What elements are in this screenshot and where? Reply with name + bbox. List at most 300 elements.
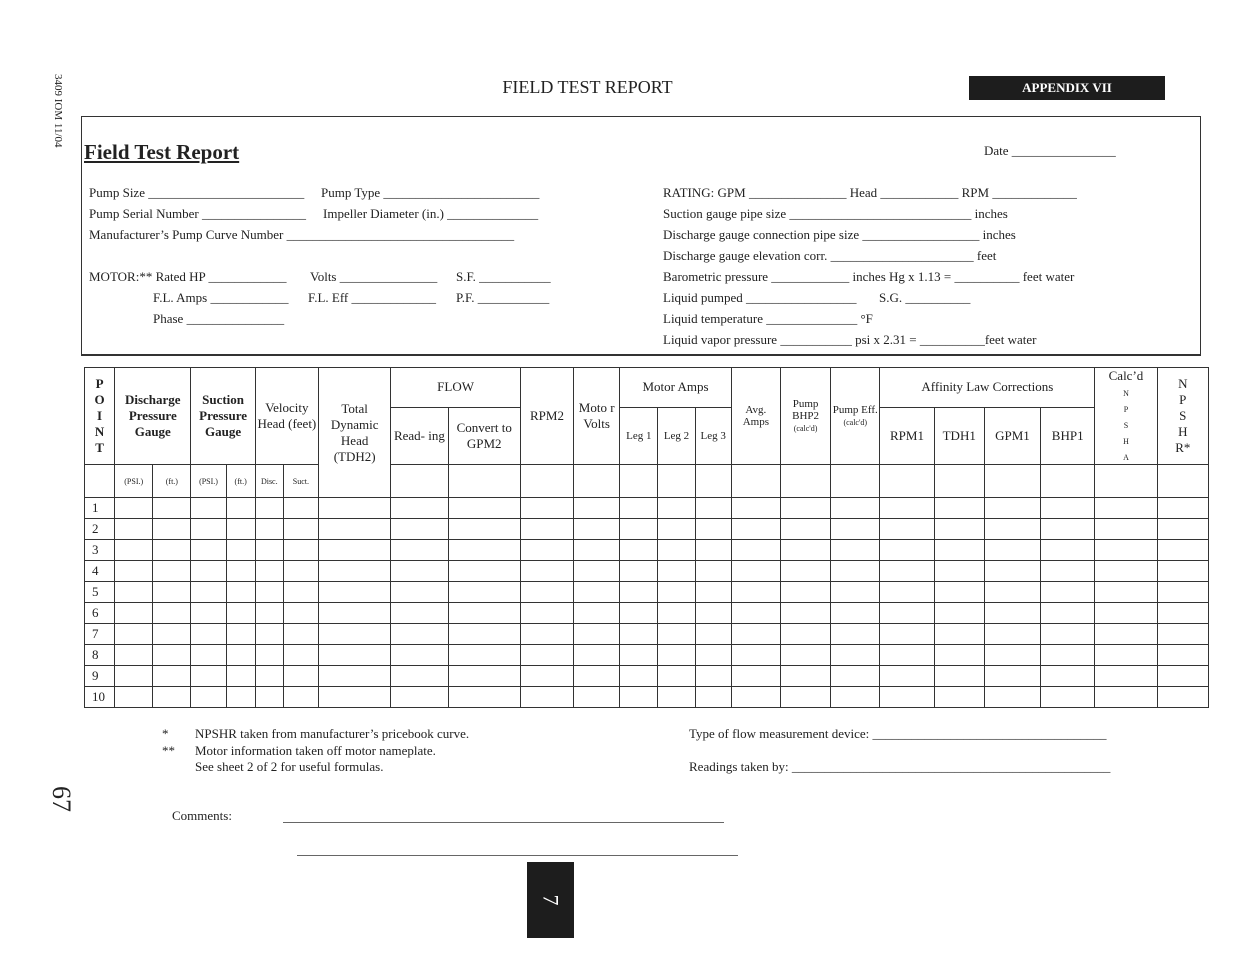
table-cell[interactable] — [1095, 645, 1157, 666]
table-cell[interactable] — [391, 666, 448, 687]
page-title: FIELD TEST REPORT — [502, 77, 673, 97]
table-cell[interactable] — [191, 561, 226, 582]
table-cell[interactable] — [695, 561, 731, 582]
table-cell[interactable] — [620, 498, 658, 519]
note-dstar: ** — [162, 743, 175, 758]
point-header: P O I N T — [85, 368, 115, 465]
table-cell[interactable] — [448, 687, 520, 708]
table-cell[interactable] — [448, 624, 520, 645]
table-cell[interactable] — [658, 540, 695, 561]
table-cell[interactable] — [520, 603, 573, 624]
table-cell[interactable] — [191, 624, 226, 645]
table-cell[interactable] — [255, 540, 283, 561]
readings-by-field[interactable]: Readings taken by: _________________________________________________ — [689, 759, 1111, 774]
table-cell[interactable] — [1095, 582, 1157, 603]
table-cell[interactable] — [574, 498, 620, 519]
table-cell[interactable] — [984, 519, 1040, 540]
table-cell[interactable] — [391, 687, 448, 708]
table-cell[interactable] — [620, 519, 658, 540]
table-cell[interactable] — [984, 498, 1040, 519]
table-row — [85, 687, 1209, 708]
fl-eff-field[interactable]: F.L. Eff _____________ — [308, 290, 436, 305]
table-cell[interactable] — [934, 582, 984, 603]
table-cell[interactable] — [1041, 666, 1095, 687]
table-cell[interactable] — [318, 645, 390, 666]
table-cell[interactable] — [695, 498, 731, 519]
table-cell[interactable] — [1041, 687, 1095, 708]
npshr-header: N P S H R* — [1157, 368, 1208, 465]
flow-device-field[interactable]: Type of flow measurement device: ____________________________________ — [689, 726, 1107, 741]
table-cell[interactable] — [318, 561, 390, 582]
unit-psi: (PSI.) — [115, 465, 153, 498]
table-cell[interactable] — [283, 582, 318, 603]
comments-line[interactable] — [297, 855, 738, 856]
table-cell[interactable] — [283, 519, 318, 540]
note-star-text: NPSHR taken from manufacturer’s pricebook curve. — [195, 726, 470, 741]
table-cell[interactable] — [780, 603, 830, 624]
table-cell[interactable] — [880, 519, 934, 540]
table-cell[interactable] — [318, 687, 390, 708]
table-cell[interactable] — [191, 666, 226, 687]
table-cell[interactable] — [620, 582, 658, 603]
table-row — [85, 624, 1209, 645]
table-cell[interactable] — [391, 519, 448, 540]
motor-hp-field[interactable]: MOTOR:** Rated HP ____________ — [89, 269, 287, 284]
table-cell[interactable] — [934, 540, 984, 561]
table-cell[interactable] — [731, 519, 780, 540]
table-cell[interactable] — [695, 519, 731, 540]
sg-field[interactable]: S.G. __________ — [879, 290, 971, 305]
table-cell[interactable] — [880, 582, 934, 603]
table-cell[interactable] — [1095, 666, 1157, 687]
table-cell[interactable] — [731, 645, 780, 666]
table-cell[interactable] — [880, 603, 934, 624]
table-cell[interactable] — [520, 645, 573, 666]
table-cell[interactable] — [283, 561, 318, 582]
table-cell[interactable] — [448, 498, 520, 519]
table-cell[interactable] — [1157, 603, 1208, 624]
table-cell[interactable] — [226, 519, 255, 540]
discharge-pipe-field[interactable]: Discharge gauge connection pipe size __________________ inches — [663, 227, 1016, 242]
table-cell[interactable] — [255, 603, 283, 624]
table-cell[interactable] — [283, 624, 318, 645]
table-cell[interactable] — [520, 561, 573, 582]
table-cell[interactable] — [574, 603, 620, 624]
table-cell[interactable] — [934, 603, 984, 624]
table-cell[interactable] — [115, 561, 153, 582]
table-cell[interactable] — [731, 624, 780, 645]
tdh-header: Total Dynamic Head (TDH2) — [318, 368, 390, 498]
row-number: 8 — [85, 645, 115, 666]
table-cell[interactable] — [255, 624, 283, 645]
table-cell[interactable] — [574, 624, 620, 645]
table-cell[interactable] — [191, 540, 226, 561]
table-cell[interactable] — [448, 666, 520, 687]
table-cell[interactable] — [880, 498, 934, 519]
table-cell[interactable] — [620, 687, 658, 708]
barometric-field[interactable]: Barometric pressure ____________ inches Hg x 1.13 = __________ feet water — [663, 269, 1075, 284]
table-cell[interactable] — [153, 498, 191, 519]
table-cell[interactable] — [984, 582, 1040, 603]
table-cell[interactable] — [831, 666, 880, 687]
table-cell[interactable] — [880, 666, 934, 687]
table-cell[interactable] — [695, 687, 731, 708]
table-cell[interactable] — [283, 498, 318, 519]
rating-field[interactable]: RATING: GPM _______________ Head ____________ RPM _____________ — [663, 185, 1077, 200]
table-cell[interactable] — [226, 687, 255, 708]
table-cell[interactable] — [880, 624, 934, 645]
table-cell[interactable] — [831, 624, 880, 645]
table-cell[interactable] — [880, 645, 934, 666]
table-cell[interactable] — [1041, 561, 1095, 582]
table-cell[interactable] — [391, 645, 448, 666]
row-number: 9 — [85, 666, 115, 687]
table-cell[interactable] — [115, 582, 153, 603]
table-cell[interactable] — [448, 540, 520, 561]
table-cell[interactable] — [658, 624, 695, 645]
table-cell[interactable] — [780, 561, 830, 582]
table-cell[interactable] — [520, 498, 573, 519]
table-cell[interactable] — [658, 498, 695, 519]
table-cell[interactable] — [831, 645, 880, 666]
table-cell[interactable] — [115, 498, 153, 519]
table-cell[interactable] — [1157, 624, 1208, 645]
table-cell[interactable] — [574, 561, 620, 582]
table-cell[interactable] — [984, 687, 1040, 708]
table-cell[interactable] — [448, 561, 520, 582]
table-cell[interactable] — [153, 519, 191, 540]
table-cell[interactable] — [880, 687, 934, 708]
table-cell[interactable] — [520, 666, 573, 687]
fl-amps-field[interactable]: F.L. Amps ____________ — [153, 290, 289, 305]
table-cell[interactable] — [934, 624, 984, 645]
unit-suct: Suct. — [283, 465, 318, 498]
table-cell[interactable] — [658, 561, 695, 582]
table-cell[interactable] — [391, 624, 448, 645]
table-cell[interactable] — [448, 603, 520, 624]
table-cell[interactable] — [984, 666, 1040, 687]
table-cell[interactable] — [1095, 603, 1157, 624]
table-cell[interactable] — [115, 624, 153, 645]
table-cell[interactable] — [226, 540, 255, 561]
phase-field[interactable]: Phase _______________ — [153, 311, 285, 326]
table-cell[interactable] — [831, 582, 880, 603]
table-cell[interactable] — [1041, 624, 1095, 645]
temperature-field[interactable]: Liquid temperature ______________ °F — [663, 311, 873, 326]
table-cell[interactable] — [115, 666, 153, 687]
table-cell[interactable] — [520, 582, 573, 603]
liquid-pumped-field[interactable]: Liquid pumped _________________ — [663, 290, 857, 305]
table-cell[interactable] — [831, 519, 880, 540]
table-cell[interactable] — [695, 540, 731, 561]
serial-field[interactable]: Pump Serial Number ________________ — [89, 206, 307, 221]
table-cell[interactable] — [255, 582, 283, 603]
comments-line[interactable] — [283, 822, 724, 823]
table-cell[interactable] — [255, 519, 283, 540]
note-dstar-text: Motor information taken off motor nameplate. — [195, 743, 436, 758]
table-cell[interactable] — [226, 624, 255, 645]
table-cell[interactable] — [153, 687, 191, 708]
table-cell[interactable] — [255, 645, 283, 666]
table-cell[interactable] — [880, 561, 934, 582]
table-cell[interactable] — [520, 687, 573, 708]
table-cell[interactable] — [695, 666, 731, 687]
table-cell[interactable] — [318, 603, 390, 624]
table-cell[interactable] — [574, 519, 620, 540]
curve-field[interactable]: Manufacturer’s Pump Curve Number ___________________________________ — [89, 227, 515, 242]
table-cell[interactable] — [620, 666, 658, 687]
table-cell[interactable] — [283, 687, 318, 708]
table-cell[interactable] — [448, 645, 520, 666]
table-cell[interactable] — [283, 645, 318, 666]
table-cell[interactable] — [934, 645, 984, 666]
table-cell[interactable] — [780, 666, 830, 687]
table-cell[interactable] — [1041, 645, 1095, 666]
table-cell[interactable] — [731, 603, 780, 624]
table-cell[interactable] — [1095, 498, 1157, 519]
table-cell[interactable] — [318, 519, 390, 540]
table-cell[interactable] — [1041, 498, 1095, 519]
suction-pipe-field[interactable]: Suction gauge pipe size ____________________________ inches — [663, 206, 1008, 221]
table-cell[interactable] — [658, 519, 695, 540]
table-cell[interactable] — [731, 498, 780, 519]
table-cell[interactable] — [658, 582, 695, 603]
table-cell[interactable] — [115, 687, 153, 708]
table-cell[interactable] — [731, 540, 780, 561]
table-cell[interactable] — [115, 603, 153, 624]
table-cell[interactable] — [984, 561, 1040, 582]
table-cell[interactable] — [226, 498, 255, 519]
table-cell[interactable] — [780, 687, 830, 708]
table-cell[interactable] — [731, 666, 780, 687]
table-cell[interactable] — [695, 603, 731, 624]
comments-label: Comments: — [172, 808, 232, 823]
table-cell[interactable] — [153, 582, 191, 603]
table-cell[interactable] — [831, 687, 880, 708]
pf-field[interactable]: P.F. ___________ — [456, 290, 550, 305]
table-cell[interactable] — [153, 540, 191, 561]
table-cell[interactable] — [1157, 519, 1208, 540]
table-cell[interactable] — [1041, 603, 1095, 624]
table-cell[interactable] — [1157, 666, 1208, 687]
table-cell[interactable] — [984, 645, 1040, 666]
table-cell[interactable] — [620, 645, 658, 666]
rpm1-header: RPM1 — [880, 407, 934, 464]
table-cell[interactable] — [1095, 540, 1157, 561]
test-data-table — [84, 367, 1209, 708]
table-cell[interactable] — [226, 666, 255, 687]
table-cell[interactable] — [153, 603, 191, 624]
table-cell[interactable] — [658, 666, 695, 687]
table-cell[interactable] — [391, 561, 448, 582]
table-cell[interactable] — [880, 540, 934, 561]
table-cell[interactable] — [520, 519, 573, 540]
table-cell[interactable] — [1157, 540, 1208, 561]
vapor-pressure-field[interactable]: Liquid vapor pressure ___________ psi x 2.31 = __________feet water — [663, 332, 1037, 347]
table-cell[interactable] — [318, 666, 390, 687]
table-cell[interactable] — [391, 603, 448, 624]
motor-amps-header: Motor Amps — [620, 368, 731, 408]
table-cell[interactable] — [1041, 519, 1095, 540]
table-cell[interactable] — [191, 498, 226, 519]
pump-eff-header: Pump Eff. (calc'd) — [831, 368, 880, 465]
table-row — [85, 666, 1209, 687]
pump-type-field[interactable]: Pump Type ________________________ — [321, 185, 540, 200]
table-cell[interactable] — [574, 666, 620, 687]
suction-header: Suction Pressure Gauge — [191, 368, 255, 465]
table-cell[interactable] — [1157, 645, 1208, 666]
table-cell[interactable] — [831, 561, 880, 582]
table-cell[interactable] — [1157, 582, 1208, 603]
table-cell[interactable] — [226, 603, 255, 624]
motor-volts-header: Moto r Volts — [574, 368, 620, 465]
table-cell[interactable] — [831, 540, 880, 561]
row-number: 2 — [85, 519, 115, 540]
table-cell[interactable] — [984, 540, 1040, 561]
table-cell[interactable] — [780, 582, 830, 603]
table-cell[interactable] — [934, 498, 984, 519]
table-cell[interactable] — [191, 645, 226, 666]
table-cell[interactable] — [283, 540, 318, 561]
table-cell[interactable] — [695, 582, 731, 603]
table-row — [85, 519, 1209, 540]
table-cell[interactable] — [731, 687, 780, 708]
table-cell[interactable] — [520, 624, 573, 645]
table-cell[interactable] — [226, 561, 255, 582]
table-cell[interactable] — [984, 603, 1040, 624]
table-cell[interactable] — [934, 561, 984, 582]
table-cell[interactable] — [1041, 582, 1095, 603]
table-cell[interactable] — [255, 687, 283, 708]
table-cell[interactable] — [831, 498, 880, 519]
table-cell[interactable] — [984, 624, 1040, 645]
table-cell[interactable] — [620, 561, 658, 582]
table-cell[interactable] — [255, 666, 283, 687]
table-cell[interactable] — [1157, 498, 1208, 519]
table-cell[interactable] — [191, 603, 226, 624]
form-title: Field Test Report — [84, 140, 240, 164]
table-cell[interactable] — [934, 519, 984, 540]
note-see-sheet: See sheet 2 of 2 for useful formulas. — [195, 759, 384, 774]
table-cell[interactable] — [318, 624, 390, 645]
row-number: 6 — [85, 603, 115, 624]
note-star: * — [162, 726, 169, 741]
table-cell[interactable] — [1095, 687, 1157, 708]
table-cell[interactable] — [731, 582, 780, 603]
table-cell[interactable] — [574, 645, 620, 666]
table-cell[interactable] — [658, 603, 695, 624]
table-cell[interactable] — [226, 582, 255, 603]
table-cell[interactable] — [731, 561, 780, 582]
table-cell[interactable] — [620, 603, 658, 624]
table-cell[interactable] — [283, 666, 318, 687]
unit-psi: (PSI.) — [191, 465, 226, 498]
table-row — [85, 561, 1209, 582]
discharge-header: Discharge Pressure Gauge — [115, 368, 191, 465]
table-cell[interactable] — [153, 666, 191, 687]
pump-size-field[interactable]: Pump Size ________________________ — [89, 185, 305, 200]
table-cell[interactable] — [391, 582, 448, 603]
table-row — [85, 582, 1209, 603]
table-cell[interactable] — [153, 624, 191, 645]
table-cell[interactable] — [574, 582, 620, 603]
date-field[interactable]: Date ________________ — [984, 143, 1116, 158]
table-cell[interactable] — [831, 603, 880, 624]
table-cell[interactable] — [780, 498, 830, 519]
leg3-header: Leg 3 — [695, 407, 731, 464]
table-cell[interactable] — [191, 687, 226, 708]
table-cell[interactable] — [695, 645, 731, 666]
table-cell[interactable] — [780, 540, 830, 561]
table-cell[interactable] — [115, 645, 153, 666]
table-cell[interactable] — [1157, 561, 1208, 582]
table-cell[interactable] — [255, 561, 283, 582]
table-cell[interactable] — [1095, 561, 1157, 582]
table-cell[interactable] — [1157, 687, 1208, 708]
velocity-header: Velocity Head (feet) — [255, 368, 318, 465]
row-number: 5 — [85, 582, 115, 603]
table-cell[interactable] — [283, 603, 318, 624]
table-cell[interactable] — [695, 624, 731, 645]
table-cell[interactable] — [318, 498, 390, 519]
table-cell[interactable] — [318, 540, 390, 561]
discharge-elevation-field[interactable]: Discharge gauge elevation corr. ______________________ feet — [663, 248, 997, 263]
table-cell[interactable] — [226, 645, 255, 666]
table-cell[interactable] — [1095, 624, 1157, 645]
document-code: 3409 IOM 11/04 — [52, 74, 64, 148]
volts-field[interactable]: Volts _______________ — [310, 269, 438, 284]
table-cell[interactable] — [255, 498, 283, 519]
table-cell[interactable] — [620, 540, 658, 561]
table-cell[interactable] — [934, 666, 984, 687]
table-cell[interactable] — [934, 687, 984, 708]
rpm2-header: RPM2 — [520, 368, 573, 465]
table-cell[interactable] — [780, 624, 830, 645]
table-cell[interactable] — [448, 582, 520, 603]
table-cell[interactable] — [574, 540, 620, 561]
table-cell[interactable] — [658, 687, 695, 708]
table-cell[interactable] — [448, 519, 520, 540]
table-cell[interactable] — [391, 498, 448, 519]
table-cell[interactable] — [574, 687, 620, 708]
table-cell[interactable] — [115, 519, 153, 540]
table-cell[interactable] — [780, 645, 830, 666]
table-cell[interactable] — [658, 645, 695, 666]
bhp1-header: BHP1 — [1041, 407, 1095, 464]
table-cell[interactable] — [620, 624, 658, 645]
table-cell[interactable] — [1095, 519, 1157, 540]
table-cell[interactable] — [520, 540, 573, 561]
row-number: 3 — [85, 540, 115, 561]
sf-field[interactable]: S.F. ___________ — [456, 269, 551, 284]
table-cell[interactable] — [780, 519, 830, 540]
npsha-header: Calc’d N P S H A — [1095, 368, 1157, 465]
table-row — [85, 645, 1209, 666]
section-tab: 7 — [527, 862, 574, 938]
table-row — [85, 540, 1209, 561]
table-cell[interactable] — [318, 582, 390, 603]
unit-ft: (ft.) — [153, 465, 191, 498]
table-cell[interactable] — [153, 645, 191, 666]
page-number: 67 — [47, 786, 76, 812]
table-cell[interactable] — [153, 561, 191, 582]
impeller-field[interactable]: Impeller Diameter (in.) ______________ — [323, 206, 539, 221]
table-cell[interactable] — [191, 519, 226, 540]
table-cell[interactable] — [115, 540, 153, 561]
table-cell[interactable] — [1041, 540, 1095, 561]
table-cell[interactable] — [391, 540, 448, 561]
table-cell[interactable] — [191, 582, 226, 603]
